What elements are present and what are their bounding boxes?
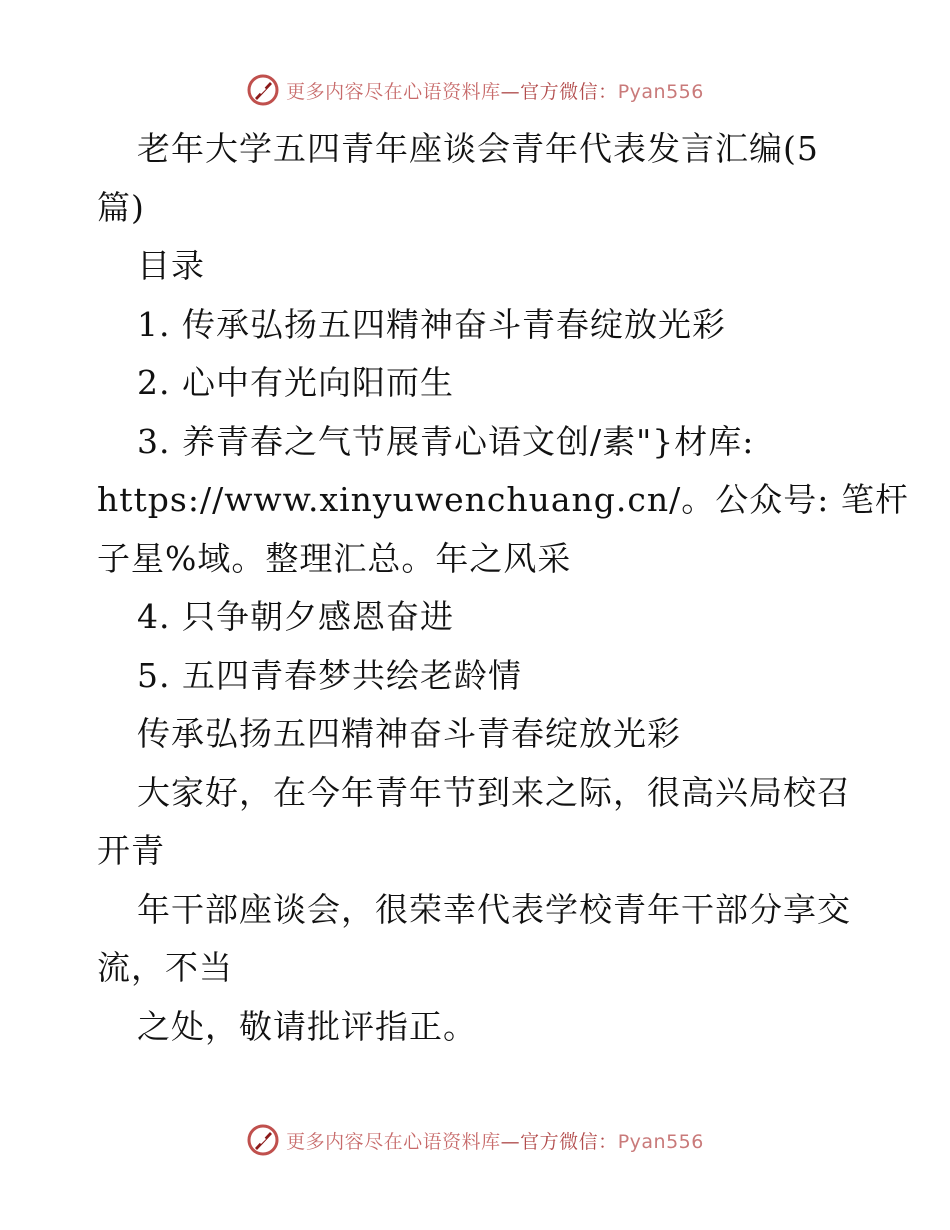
document-title-line-2: 篇) [97,187,145,227]
body-line-4: 流，不当 [97,948,233,987]
toc-item-1: 1. 传承弘扬五四精神奋斗青春绽放光彩 [137,304,726,344]
banner-dash: — [500,1130,521,1153]
banner-main-text: 更多内容尽在心语资料库 [286,80,501,103]
toc-item-3: 3. 养青春之气节展青心语文创/素"}材库: [137,421,755,461]
toc-item-2: 2. 心中有光向阳而生 [137,363,454,402]
toc-item-3-continued: https://www.xinyuwenchuang.cn/。公众号: 笔杆 [97,480,909,519]
banner-wechat-id: Pyan556 [617,80,704,103]
footer-banner [0,1120,950,1160]
document-body [97,120,909,1056]
body-line-3: 年干部座谈会，很荣幸代表学校青年干部分享交 [137,889,851,929]
banner-dash: — [500,80,521,103]
header-banner [0,70,950,110]
banner-main-text: 更多内容尽在心语资料库 [286,1130,501,1153]
section-title: 传承弘扬五四精神奋斗青春绽放光彩 [137,714,681,753]
toc-label: 目录 [137,246,205,285]
body-line-2: 开青 [97,831,165,870]
banner-wechat-label: 官方微信： [520,80,618,103]
banner-wechat-id: Pyan556 [617,1130,704,1153]
toc-item-5: 5. 五四青春梦共绘老龄情 [137,655,522,695]
body-line-5: 之处，敬请批评指正。 [137,1006,477,1046]
body-line-1: 大家好，在今年青年节到来之际，很高兴局校召 [137,772,851,812]
toc-item-3-continued-2: 子星%域。整理汇总。年之风采 [97,538,572,578]
toc-item-4: 4. 只争朝夕感恩奋进 [137,597,454,636]
quill-circle-logo-icon [246,1123,280,1157]
document-title-line-1: 老年大学五四青年座谈会青年代表发言汇编(5 [137,129,819,168]
banner-wechat-label: 官方微信： [520,1130,618,1153]
quill-circle-logo-icon [246,73,280,107]
